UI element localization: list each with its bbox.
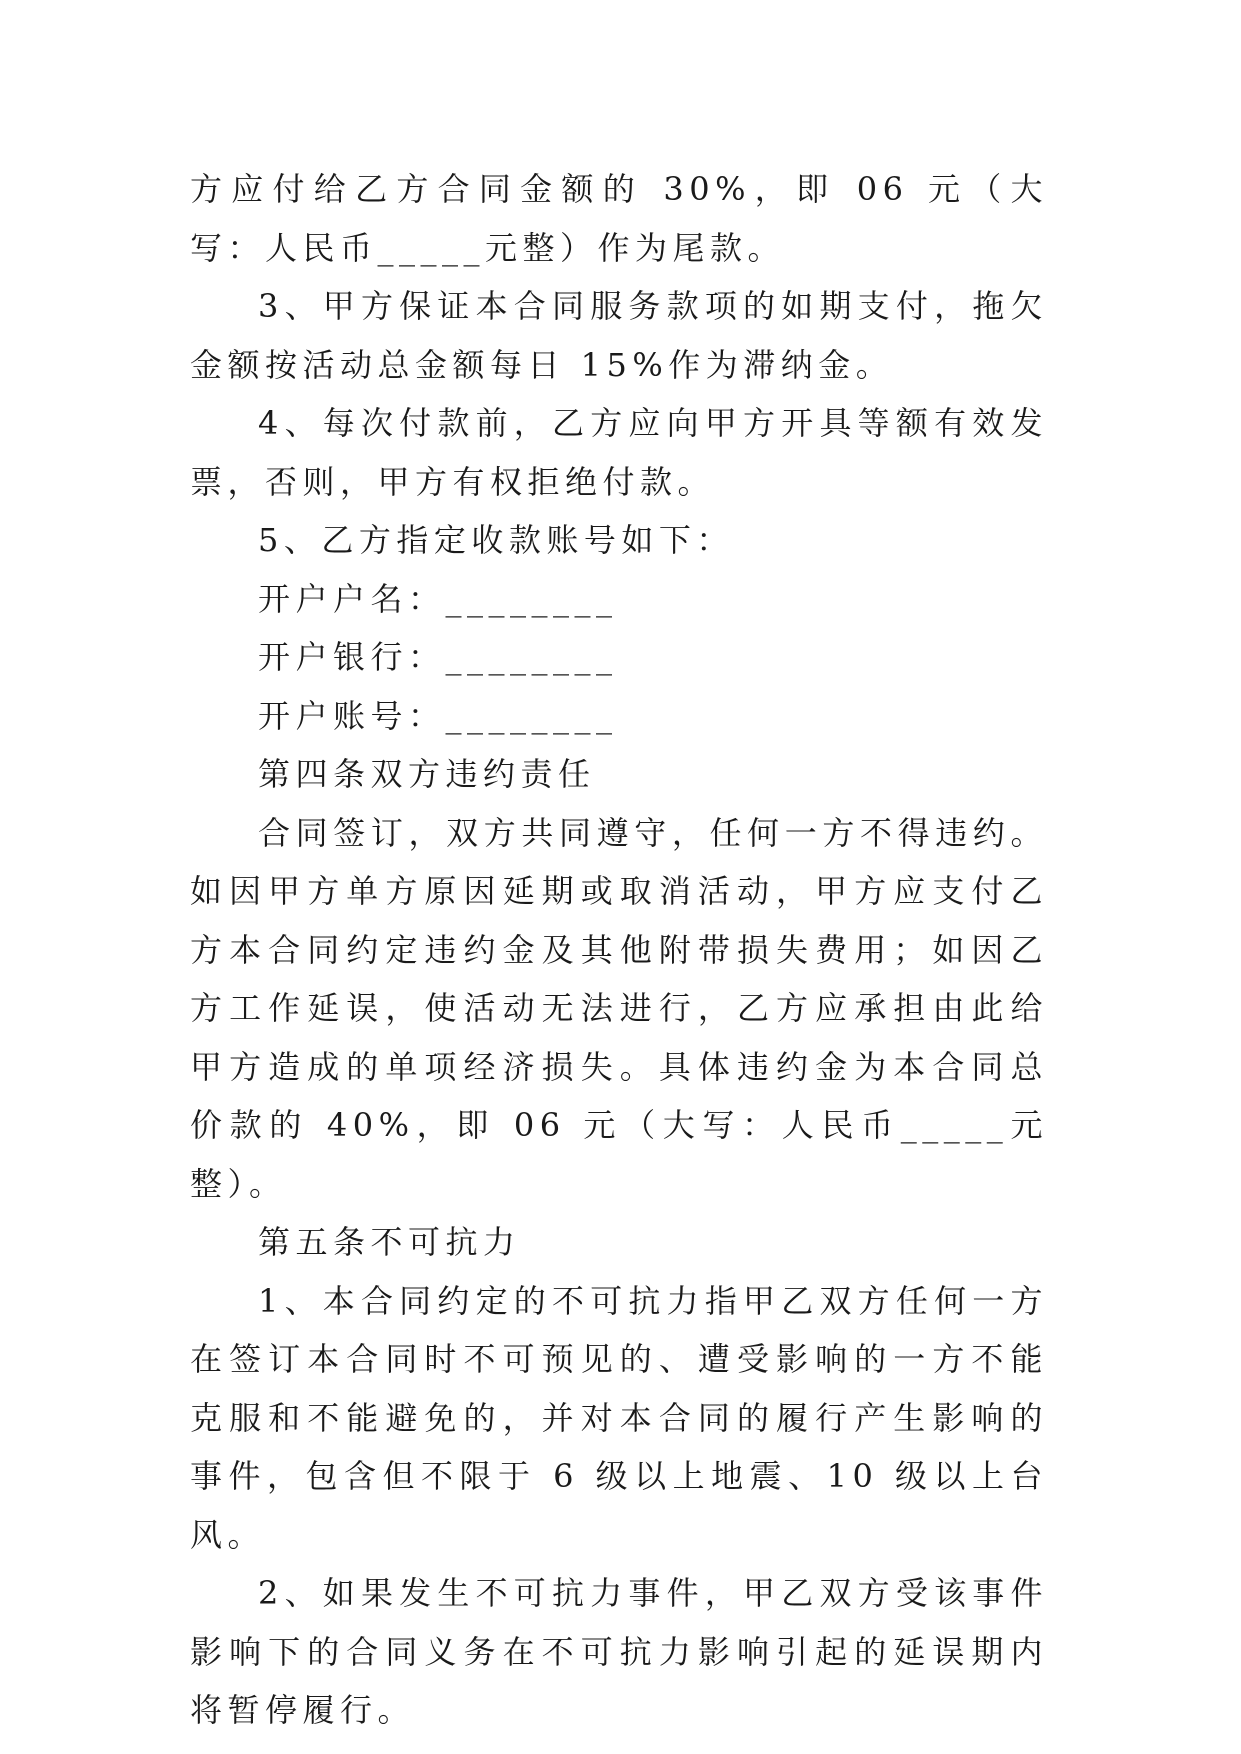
paragraph-clause-4-invoice: 4、每次付款前，乙方应向甲方开具等额有效发票，否则，甲方有权拒绝付款。	[190, 404, 1048, 501]
article-5-heading: 第五条不可抗力	[258, 1223, 521, 1261]
account-name-field: 开户户名：________	[258, 579, 618, 618]
paragraph-final-payment: 方应付给乙方合同金额的 30%，即 06 元（大写：人民币_____元整）作为尾款。	[190, 170, 1048, 267]
account-number-field: 开户账号：________	[258, 696, 618, 735]
account-bank-field: 开户银行：________	[258, 638, 618, 676]
paragraph-clause-3-late-fee: 3、甲方保证本合同服务款项的如期支付，拖欠金额按活动总金额每日 15%作为滞纳金。	[190, 287, 1048, 384]
article-4-heading: 第四条双方违约责任	[258, 755, 596, 793]
paragraph-clause-5-account: 5、乙方指定收款账号如下：	[258, 521, 734, 559]
article-5-clause-2: 2、如果发生不可抗力事件，甲乙双方受该事件影响下的合同义务在不可抗力影响引起的延误期内将暂停履行。	[190, 1574, 1048, 1729]
document-page	[190, 160, 1048, 1740]
article-4-body: 合同签订，双方共同遵守，任何一方不得违约。如因甲方单方原因延期或取消活动，甲方应支付乙方本合同约定违约金及其他附带损失费用；如因乙方工作延误，使活动无法进行，乙方应承担由此给甲方造成的单项经济损失。具体违约金为本合同总价款的 40%，即 06 元（大写：人民币_____元整）。	[190, 813, 1048, 1203]
article-5-clause-1: 1、本合同约定的不可抗力指甲乙双方任何一方在签订本合同时不可预见的、遭受影响的一方不能克服和不能避免的，并对本合同的履行产生影响的事件，包含但不限于 6 级以上地震、10 级以上台风。	[190, 1281, 1048, 1554]
